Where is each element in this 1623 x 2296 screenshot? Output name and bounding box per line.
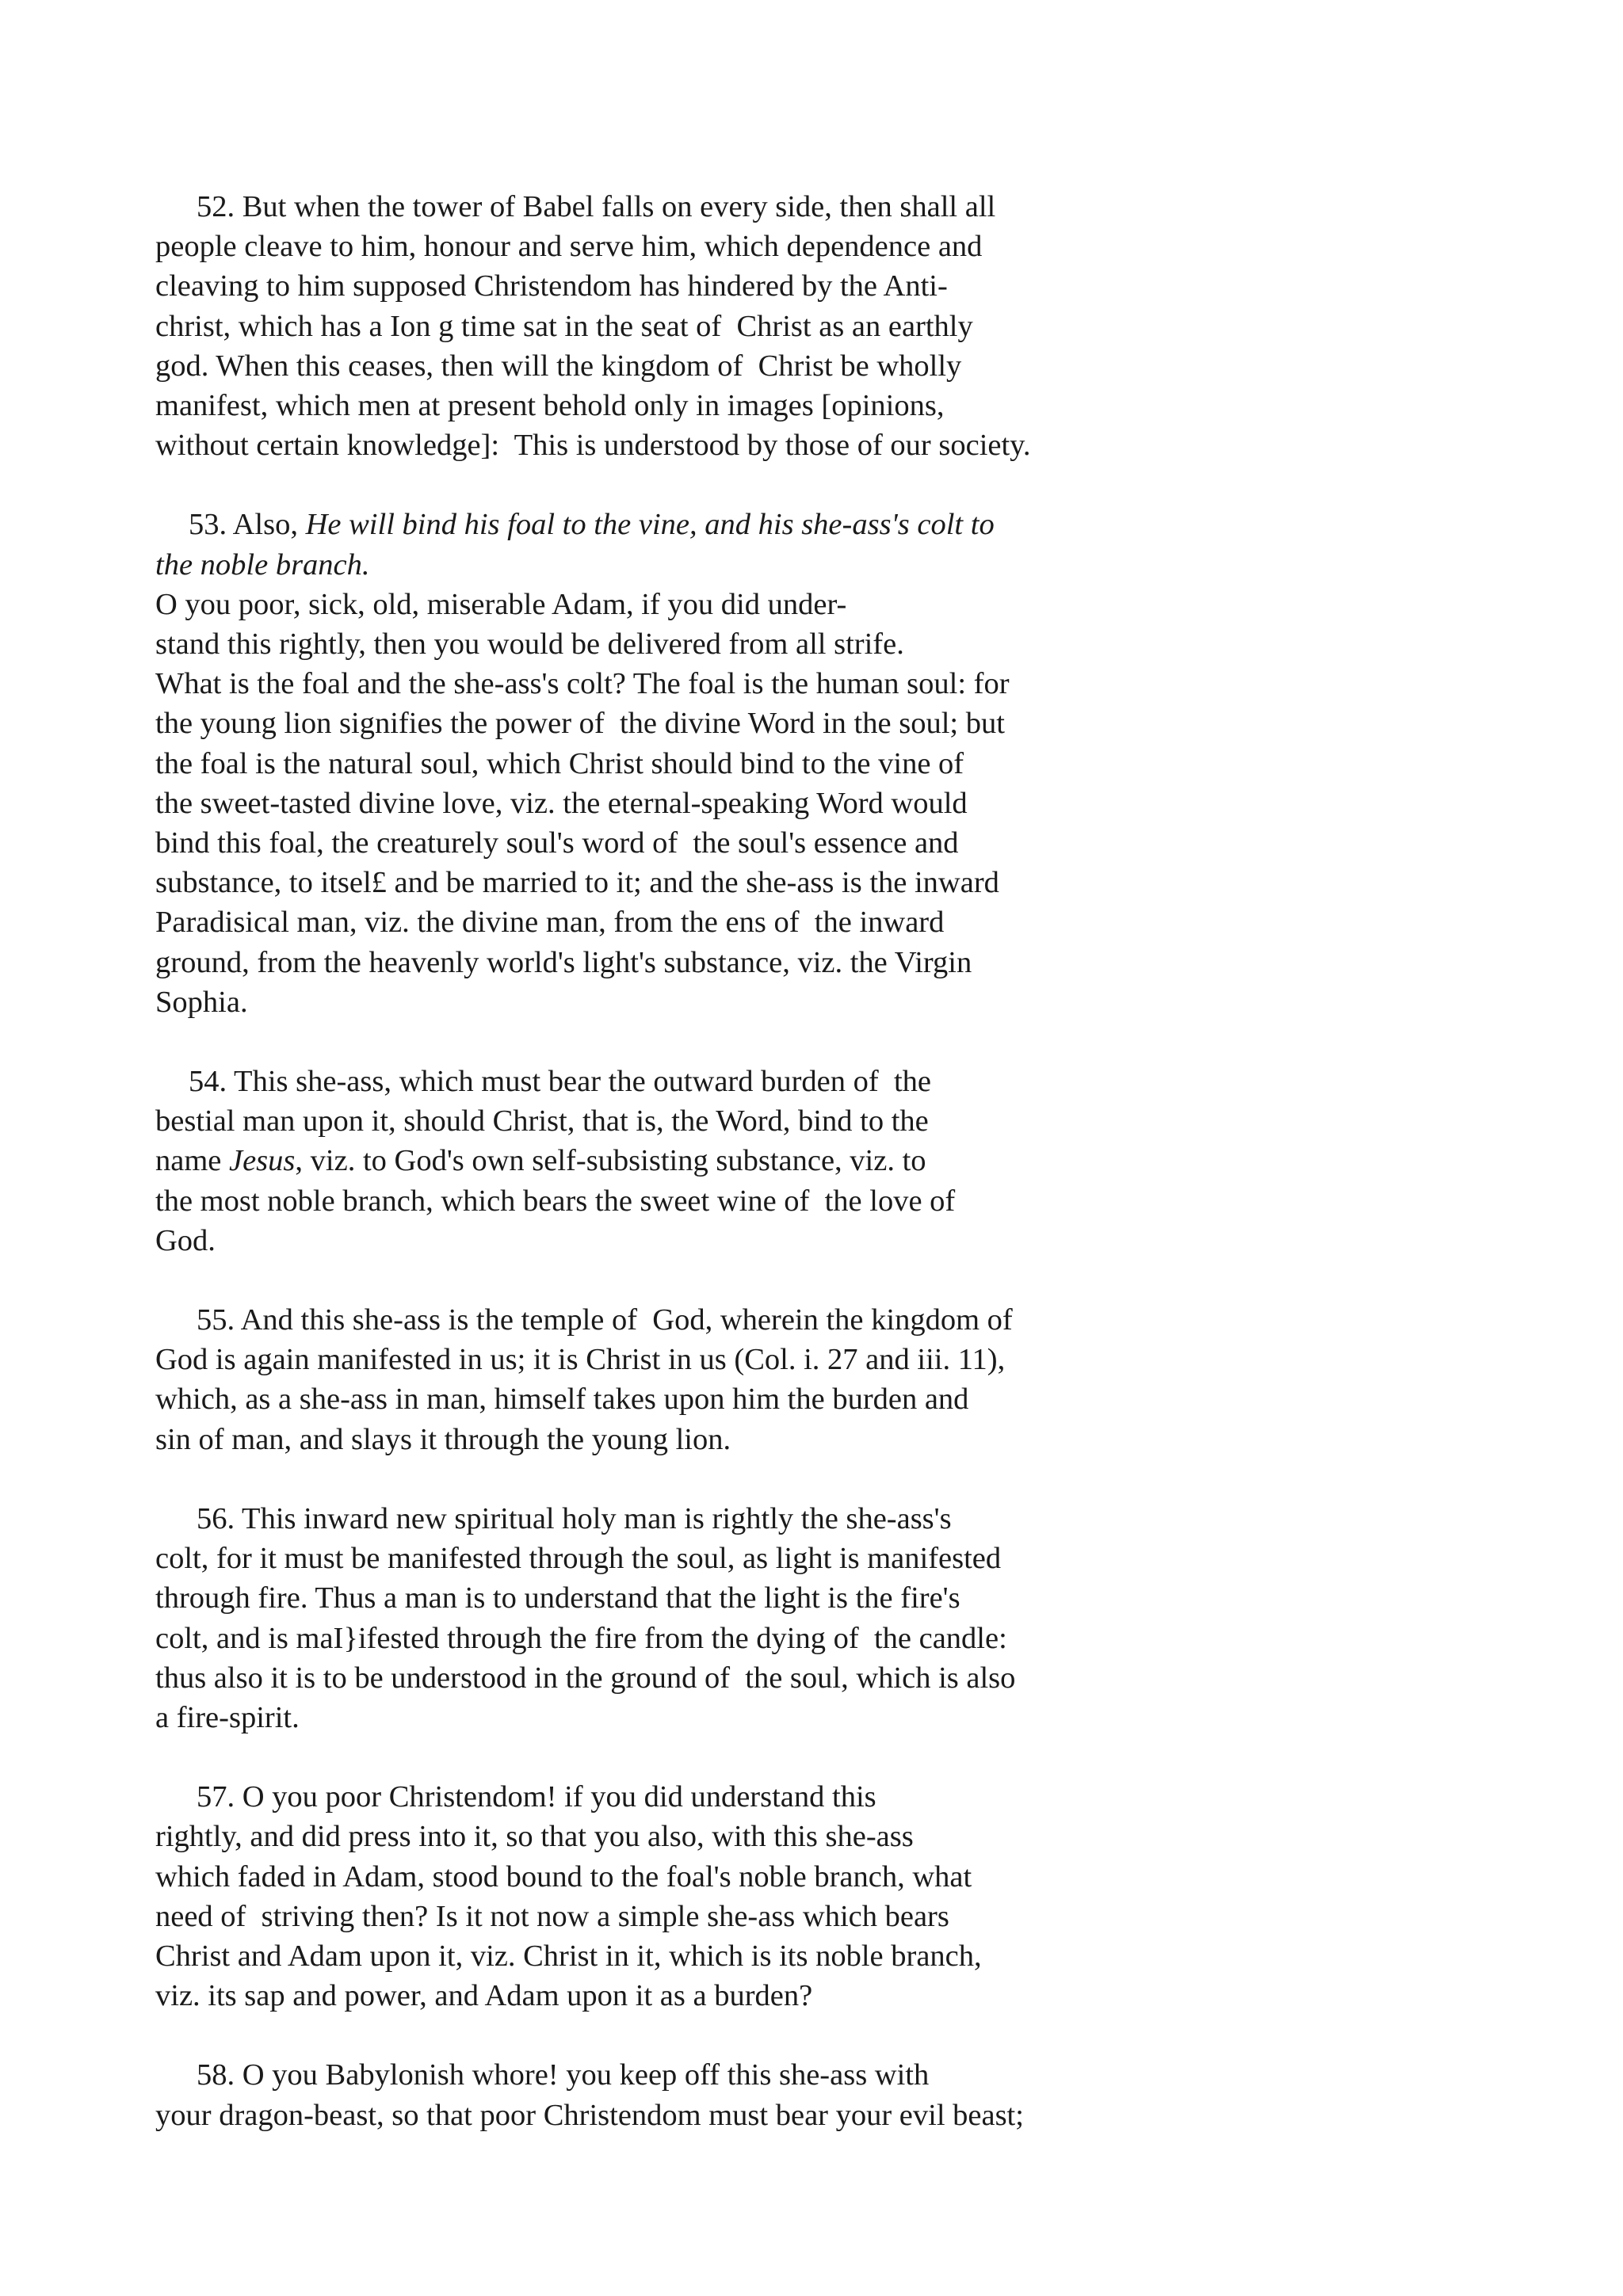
scripture-quote: He will bind his foal to the vine, and his she-ass's colt to [305,508,995,542]
paragraph-57 [155,1777,1503,2016]
text-line: colt, and is maI}ifested through the fire from the dying of the candle: [155,1621,1007,1655]
text-line: What is the foal and the she-ass's colt? The foal is the human soul: for [155,667,1010,701]
text-line: without certain knowledge]: This is understood by those of our society. [155,429,1031,463]
paragraph-56 [155,1499,1503,1737]
text-line [155,1141,1503,1180]
text-line: 54. This she-ass, which must bear the outward burden of the [189,1065,931,1099]
text-line: need of striving then? Is it not now a simple she-ass which bears [155,1899,949,1933]
text-run: name [155,1144,229,1178]
text-line: 52. But when the tower of Babel falls on every side, then shall all [197,190,996,223]
text-line: Christ and Adam upon it, viz. Christ in it, which is its noble branch, [155,1939,982,1973]
paragraph-58 [155,2055,1503,2134]
italic-name: Jesus [229,1144,296,1178]
text-line: a fire-spirit. [155,1700,300,1734]
text-line: cleaving to him supposed Christendom has hindered by the Anti- [155,269,948,303]
paragraph-52 [155,187,1503,465]
text-line: the foal is the natural soul, which Christ should bind to the vine of [155,746,964,780]
text-line: colt, for it must be manifested through the soul, as light is manifested [155,1542,1002,1576]
text-line: stand this rightly, then you would be delivered from all strife. [155,627,904,662]
text-line: bind this foal, the creaturely soul's word of the soul's essence and [155,826,959,860]
text-line: Sophia. [155,985,248,1019]
text-line: sin of man, and slays it through the young lion. [155,1422,731,1456]
text-line: your dragon-beast, so that poor Christendom must bear your evil beast; [155,2098,1024,2132]
text-line: 56. This inward new spiritual holy man is rightly the she-ass's [197,1501,952,1535]
text-line: God. [155,1223,216,1257]
text-line: the young lion signifies the power of the divine Word in the soul; but [155,707,1005,741]
paragraph-54 [155,1062,1503,1261]
text-line: Paradisical man, viz. the divine man, from the ens of the inward [155,906,945,940]
text-line: the most noble branch, which bears the sweet wine of the love of [155,1184,956,1218]
text-line: O you poor, sick, old, miserable Adam, if you did under- [155,587,847,621]
text-line: 57. O you poor Christendom! if you did understand this [197,1780,876,1814]
text-line: bestial man upon it, should Christ, that is, the Word, bind to the [155,1104,929,1138]
text-line [155,505,1503,544]
text-line: viz. its sap and power, and Adam upon it as a burden? [155,1979,813,2013]
paragraph-lead: 53. Also, [189,508,306,542]
text-line: god. When this ceases, then will the kingdom of Christ be wholly [155,349,962,383]
text-line: which faded in Adam, stood bound to the foal's noble branch, what [155,1859,972,1894]
text-run: , viz. to God's own self-subsisting substance, viz. to [295,1144,926,1178]
text-line: christ, which has a Ion g time sat in the seat of Christ as an earthly [155,309,973,343]
text-line: people cleave to him, honour and serve him, which dependence and [155,230,983,264]
text-line: 55. And this she-ass is the temple of God, wherein the kingdom of [197,1303,1013,1337]
paragraph-55 [155,1300,1503,1459]
paragraph-53 [155,505,1503,1022]
text-line: 58. O you Babylonish whore! you keep off this she-ass with [197,2058,930,2092]
text-line: rightly, and did press into it, so that you also, with this she-ass [155,1820,914,1854]
text-line: the sweet-tasted divine love, viz. the eternal-speaking Word would [155,786,968,820]
document-page [155,187,1503,2175]
text-line: substance, to itsel£ and be married to it; and the she-ass is the inward [155,866,999,900]
text-line: through fire. Thus a man is to understand that the light is the fire's [155,1581,960,1615]
text-line: manifest, which men at present behold only in images [opinions, [155,389,945,423]
text-line: thus also it is to be understood in the ground of the soul, which is also [155,1661,1016,1695]
text-line [155,545,1503,585]
text-line: God is again manifested in us; it is Christ in us (Col. i. 27 and iii. 11), [155,1343,1006,1377]
scripture-quote: the noble branch. [155,547,370,582]
text-line: ground, from the heavenly world's light's substance, viz. the Virgin [155,945,972,979]
text-line: which, as a she-ass in man, himself takes upon him the burden and [155,1383,969,1417]
